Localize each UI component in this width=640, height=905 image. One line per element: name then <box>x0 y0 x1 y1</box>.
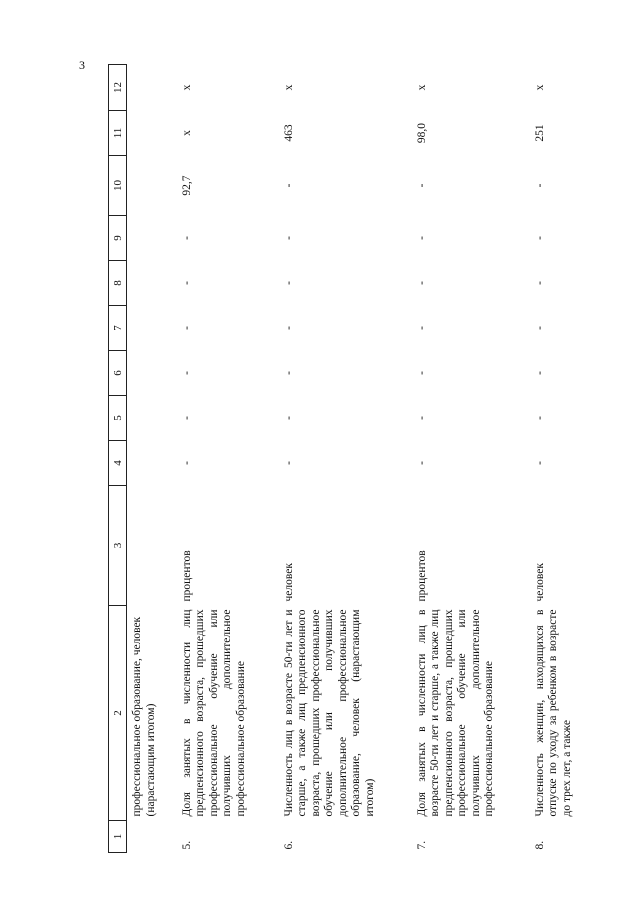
value-cell: 251 <box>533 124 546 142</box>
value-cell: - <box>415 236 428 240</box>
value-cell: x <box>180 84 193 91</box>
indicator-name: Доля занятых в численности лиц в возрасте 50-ти лет и старше, а также лиц предпенсионного возраста, прошедших профессиональное обучение или получивших дополнительное профессиональное образование <box>415 609 496 817</box>
unit-cell: процентов <box>415 550 428 602</box>
column-header: 12 <box>109 65 127 111</box>
value-cell <box>127 65 177 111</box>
row-number: 5. <box>180 840 193 850</box>
value-cell: - <box>180 416 193 420</box>
value-cell: x <box>180 130 193 136</box>
value-cell: - <box>533 281 546 285</box>
column-header: 9 <box>109 216 127 261</box>
value-cell <box>127 306 177 351</box>
value-cell: 92,7 <box>180 175 193 196</box>
value-cell: - <box>533 236 546 240</box>
value-cell: - <box>415 326 428 330</box>
value-cell <box>127 396 177 441</box>
value-cell: - <box>180 326 193 330</box>
unit-cell: человек <box>533 563 546 602</box>
table-row <box>177 65 279 853</box>
column-header: 6 <box>109 351 127 396</box>
value-cell: - <box>180 461 193 465</box>
column-header: 7 <box>109 306 127 351</box>
value-cell: 98,0 <box>415 122 428 144</box>
rotated-table <box>108 65 608 853</box>
value-cell: - <box>533 183 546 188</box>
table-row <box>279 65 412 853</box>
value-cell: - <box>533 371 546 375</box>
table-row <box>127 65 177 853</box>
unit-cell: человек <box>282 563 295 602</box>
value-cell: x <box>282 84 295 91</box>
column-header: 8 <box>109 261 127 306</box>
value-cell: - <box>533 461 546 465</box>
value-cell: - <box>282 371 295 375</box>
value-cell <box>127 216 177 261</box>
column-header: 1 <box>109 821 127 853</box>
indicator-name: Численность лиц в возрасте 50-ти лет и старше, а также лиц предпенсионного возраста, прошедших профессиональное обучение или получивших дополнительное профессиональное образование, человек (нарастающим итогом) <box>282 609 377 817</box>
value-cell: - <box>415 281 428 285</box>
value-cell <box>127 111 177 156</box>
value-cell: - <box>282 461 295 465</box>
value-cell: - <box>180 236 193 240</box>
column-header: 10 <box>109 156 127 216</box>
value-cell: - <box>282 281 295 285</box>
table-container <box>108 65 608 853</box>
unit-cell <box>127 486 177 606</box>
indicator-name: профессиональное образование, человек (нарастающим итогом) <box>131 616 157 817</box>
row-number: 7. <box>415 840 428 850</box>
value-cell: x <box>533 84 546 91</box>
column-header: 11 <box>109 111 127 156</box>
indicator-name: Доля занятых в численности лиц предпенсионного возраста, прошедших профессиональное обучение или получивших дополнительное профессиональное образование <box>180 609 247 817</box>
value-cell: 463 <box>282 124 295 142</box>
page-number: 3 <box>79 58 85 72</box>
column-header: 2 <box>109 606 127 821</box>
value-cell: - <box>415 371 428 375</box>
value-cell: x <box>415 84 428 91</box>
column-header: 4 <box>109 441 127 486</box>
value-cell: - <box>180 371 193 375</box>
value-cell <box>127 441 177 486</box>
row-number: 6. <box>282 840 295 850</box>
value-cell: - <box>282 236 295 240</box>
value-cell: - <box>415 416 428 420</box>
value-cell <box>127 351 177 396</box>
value-cell: - <box>282 416 295 420</box>
row-number <box>127 821 177 853</box>
value-cell: - <box>180 281 193 285</box>
value-cell <box>127 261 177 306</box>
value-cell: - <box>533 416 546 420</box>
indicators-table <box>108 64 580 853</box>
value-cell <box>127 156 177 216</box>
indicator-name: Численность женщин, находящихся в отпуске по уходу за ребенком в возрасте до трех лет, а также <box>533 609 573 817</box>
value-cell: - <box>415 183 428 188</box>
row-number: 8. <box>533 840 546 850</box>
value-cell: - <box>533 326 546 330</box>
header-row <box>109 65 127 853</box>
table-row <box>412 65 530 853</box>
unit-cell: процентов <box>180 550 193 602</box>
value-cell: - <box>415 461 428 465</box>
value-cell: - <box>282 183 295 188</box>
value-cell: - <box>282 326 295 330</box>
column-header: 3 <box>109 486 127 606</box>
table-row <box>530 65 581 853</box>
column-header: 5 <box>109 396 127 441</box>
